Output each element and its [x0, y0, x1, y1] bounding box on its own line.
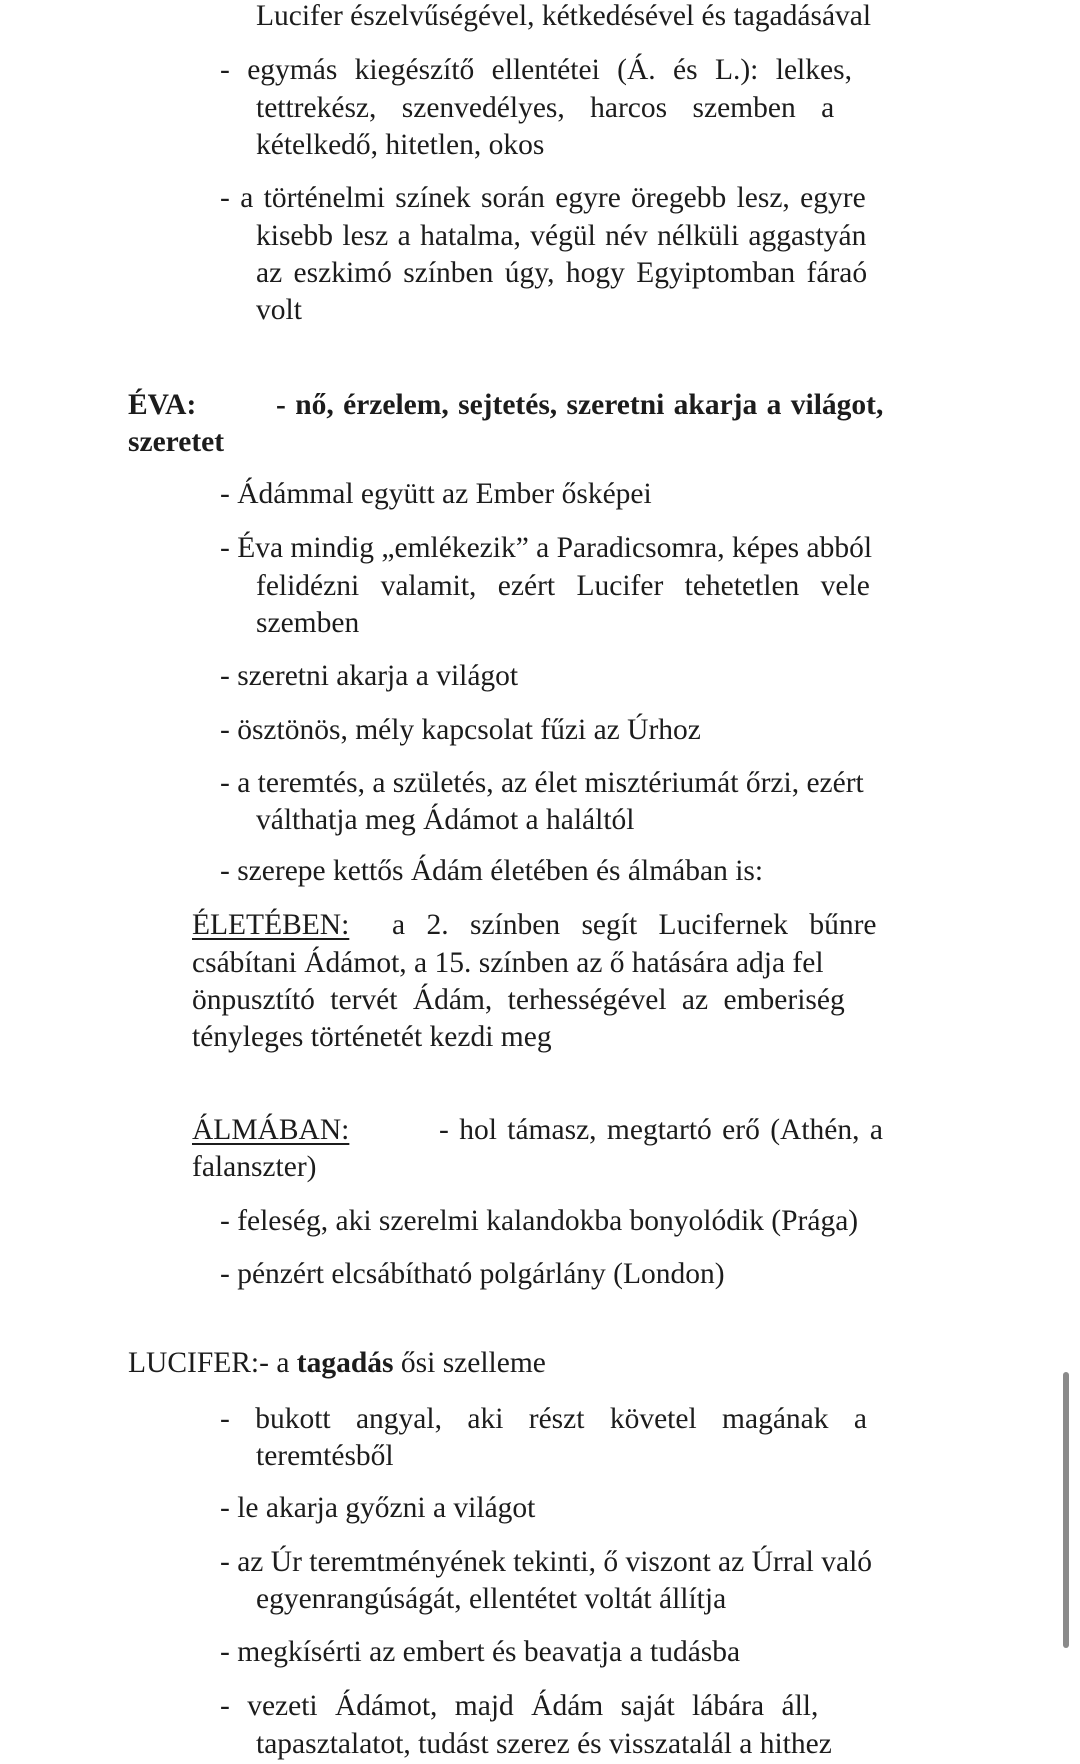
text-line: önpusztító tervét Ádám, terhességével az emberiség [192, 984, 845, 1016]
text-line: válthatja meg Ádámot a haláltól [256, 804, 635, 836]
bullet-line [220, 52, 950, 89]
section-lead-eva: - nő, érzelem, sejtetés, szeretni akarja a világot, [276, 389, 884, 421]
text-line: falanszter) [192, 1151, 317, 1183]
lucifer-lead-bold: tagadás [296, 1347, 394, 1379]
text-line [256, 90, 950, 127]
bullet-line: - le akarja győzni a világot [220, 1492, 536, 1524]
bullet-line: - feleség, aki szerelmi kalandokba bonyolódik (Prága) [220, 1205, 859, 1237]
section-heading-lucifer: LUCIFER: [128, 1347, 260, 1379]
section-heading-cont: szeretet [128, 426, 225, 458]
bullet-text: tettrekész, szenvedélyes, harcos szemben a [256, 92, 835, 124]
text-line: Lucifer észelvűségével, kétkedésével és tagadásával [256, 0, 872, 32]
bullet-line: - Éva mindig „emlékezik” a Paradicsomra, képes abból [220, 532, 873, 564]
text-line: volt [256, 294, 302, 326]
text-line: egyenrangúságát, ellentétet voltát állítja [256, 1583, 727, 1615]
text-line: szemben [256, 607, 360, 639]
bullet-line: - szeretni akarja a világot [220, 660, 519, 692]
text-line: csábítani Ádámot, a 15. színben az ő hatására adja fel [192, 947, 824, 979]
text-line: felidézni valamit, ezért Lucifer tehetetlen vele [256, 570, 870, 602]
eleteben-label: ÉLETÉBEN: [192, 909, 350, 941]
bullet-line: - az Úr teremtményének tekinti, ő viszont az Úrral való [220, 1546, 873, 1578]
text-line: kételkedő, hitetlen, okos [256, 129, 545, 161]
bullet-line: - pénzért elcsábítható polgárlány (London) [220, 1258, 725, 1290]
bullet-line: - bukott angyal, aki részt követel magának a [220, 1403, 867, 1435]
text-line: teremtésből [256, 1440, 394, 1472]
bullet-line: - Ádámmal együtt az Ember ősképei [220, 478, 652, 510]
bullet-line: - ösztönös, mély kapcsolat fűzi az Úrhoz [220, 714, 701, 746]
bullet-text: - egymás kiegészítő ellentétei (Á. és L.): lelkes, [220, 54, 852, 86]
lucifer-lead-post: ősi szelleme [400, 1347, 546, 1379]
lucifer-lead-pre: - a [259, 1347, 290, 1379]
bullet-line: - vezeti Ádámot, majd Ádám saját lábára áll, [220, 1690, 819, 1722]
bullet-line: - szerepe kettős Ádám életében és álmában is: [220, 855, 764, 887]
text-line: tényleges történetét kezdi meg [192, 1021, 552, 1053]
bullet-line: - a teremtés, a születés, az élet misztériumát őrzi, ezért [220, 767, 864, 799]
section-heading-eva: ÉVA: [128, 389, 197, 421]
text-line: az eszkimó színben úgy, hogy Egyiptomban fáraó [256, 257, 868, 289]
section-heading-lucifer-line [128, 1345, 546, 1382]
bullet-line: - a történelmi színek során egyre öregebb lesz, egyre [220, 182, 866, 214]
text-line: - hol támasz, megtartó erő (Athén, a [439, 1114, 883, 1146]
almaban-label: ÁLMÁBAN: [192, 1114, 350, 1146]
bullet-line: - megkísérti az embert és beavatja a tudásba [220, 1636, 741, 1668]
text-line: a 2. színben segít Lucifernek bűnre [392, 909, 877, 941]
scrollbar-thumb[interactable] [1063, 1372, 1069, 1648]
text-line: tapasztalatot, tudást szerez és visszatalál a hithez [256, 1728, 832, 1760]
text-line: kisebb lesz a hatalma, végül név nélküli aggastyán [256, 220, 867, 252]
